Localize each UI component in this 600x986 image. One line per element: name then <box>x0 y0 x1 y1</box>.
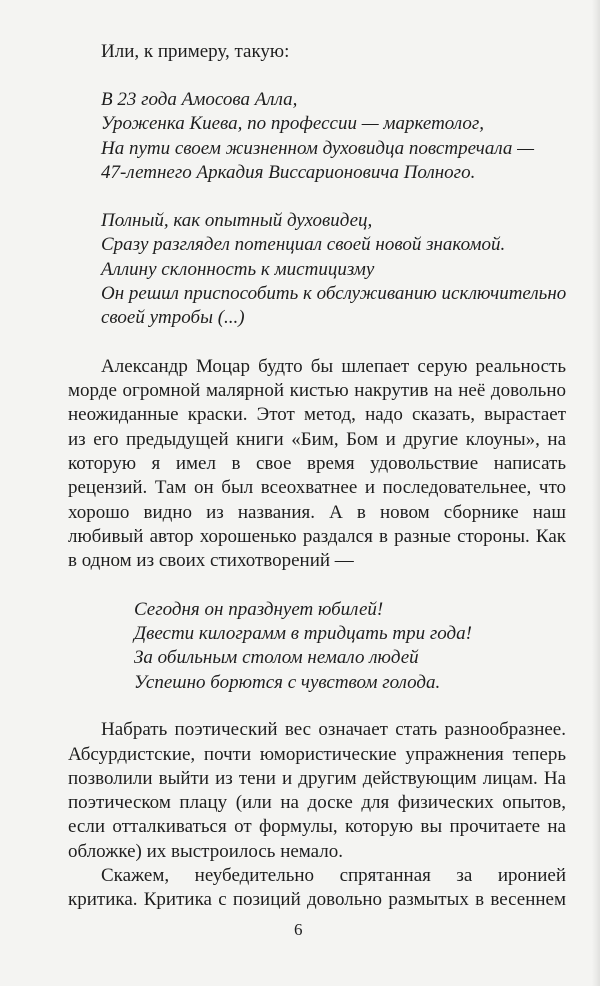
prose-line: в одном из своих стихотворений — <box>68 550 354 571</box>
page-number: 6 <box>294 920 303 939</box>
prose-line: позволили выйти из тени и другим действующим лицам. На <box>68 768 566 789</box>
prose-line: рецензий. Там он был всеохватнее и последовательнее, что <box>68 477 566 498</box>
verse-line: Двести килограмм в тридцать три года! <box>134 623 472 644</box>
prose-line: Или, к примеру, такую: <box>101 41 290 62</box>
verse-line: Уроженка Киева, по профессии — маркетолог, <box>101 113 484 134</box>
prose-line: поэтическом плацу (или на доске для физических опытов, <box>68 792 566 813</box>
prose-line: если отталкиваться от формулы, которую вы прочитаете на <box>68 816 566 837</box>
verse-line: Аллину склонность к мистицизму <box>101 259 375 280</box>
prose-line: неожиданные краски. Этот метод, надо сказать, вырастает <box>68 404 566 425</box>
prose-line: Александр Моцар будто бы шлепает серую реальность <box>101 356 566 377</box>
prose-line: Скажем, неубедительно спрятанная за иронией <box>101 865 566 886</box>
verse-line: своей утробы (...) <box>101 307 245 328</box>
prose-line: хорошо видно из названия. А в новом сборнике наш <box>68 502 566 523</box>
verse-line: Успешно борются с чувством голода. <box>134 672 441 693</box>
prose-line: Набрать поэтический вес означает стать разнообразнее. <box>101 719 566 740</box>
verse-line: В 23 года Амосова Алла, <box>101 89 298 110</box>
page-edge-shadow <box>592 0 600 986</box>
verse-line: Сегодня он празднует юбилей! <box>134 599 384 620</box>
prose-line: критика. Критика с позиций довольно размытых в весеннем <box>68 889 566 910</box>
verse-line: На пути своем жизненном духовидца повстречала — <box>101 138 534 159</box>
verse-line: Полный, как опытный духовидец, <box>101 210 373 231</box>
prose-line: из его предыдущей книги «Бим, Бом и другие клоуны», на <box>68 429 566 450</box>
prose-line: обложке) их выстроилось немало. <box>68 841 344 862</box>
prose-line: Абсурдистские, почти юмористические упражнения теперь <box>68 744 566 765</box>
prose-line: морде огромной малярной кистью накрутив на неё довольно <box>68 380 566 401</box>
prose-line: которую я имел в свое время удовольствие написать <box>68 453 566 474</box>
verse-line: За обильным столом немало людей <box>134 647 419 668</box>
verse-line: Сразу разглядел потенциал своей новой знакомой. <box>101 234 506 255</box>
verse-line: Он решил приспособить к обслуживанию исключительно <box>101 283 567 304</box>
verse-line: 47-летнего Аркадия Виссарионовича Полного. <box>101 162 476 183</box>
prose-line: любивый автор хорошенько раздался в разные стороны. Как <box>68 526 566 547</box>
